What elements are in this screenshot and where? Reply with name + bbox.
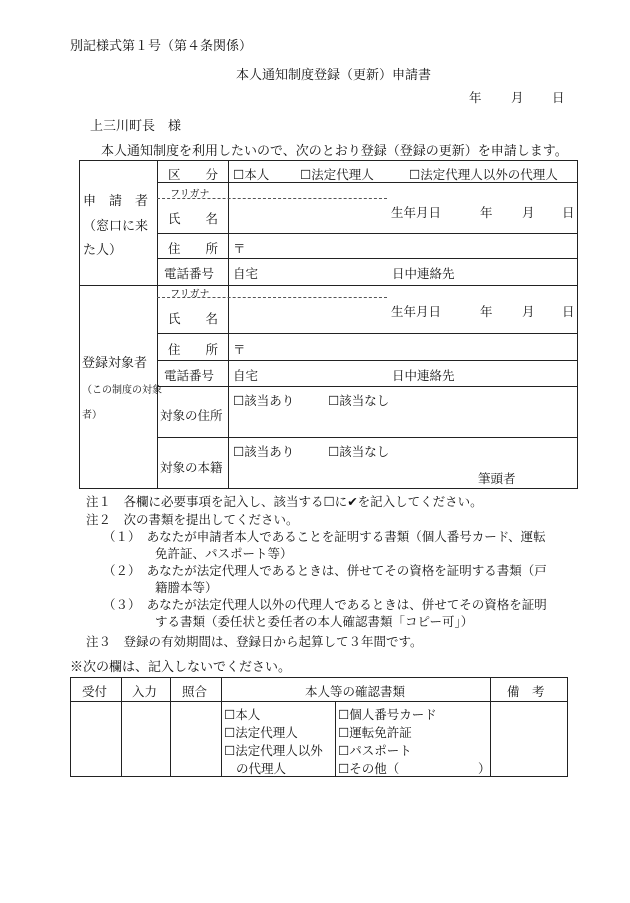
applicant-furigana-label: フリガナ xyxy=(170,189,210,200)
office-doc-other-close: ） xyxy=(478,761,491,776)
target-daytime-phone[interactable]: 日中連絡先 xyxy=(392,368,455,383)
note-1: 注１ 各欄に必要事項を記入し、該当する☐に✔を記入してください。 xyxy=(86,494,483,509)
target-name-field[interactable] xyxy=(234,300,384,330)
applicant-name-label: 氏 名 xyxy=(168,211,219,226)
note-2-item-1a: （１） あなたが申請者本人であることを証明する書類（個人番号カード、運転 xyxy=(103,529,546,544)
note-3: 注３ 登録の有効期間は、登録日から起算して３年間です。 xyxy=(86,634,423,649)
applicant-dob-month[interactable]: 月 xyxy=(522,205,535,220)
kubun-self-checkbox[interactable]: ☐本人 xyxy=(233,167,270,182)
col-uketsuke: 受付 xyxy=(82,684,108,699)
applicant-postal-field[interactable]: 〒 xyxy=(233,241,246,256)
applicant-dob-year[interactable]: 年 xyxy=(480,205,493,220)
target-postal-field[interactable]: 〒 xyxy=(233,342,246,357)
target-dob-month[interactable]: 月 xyxy=(522,304,535,319)
target-residence-no-checkbox[interactable]: ☐該当なし xyxy=(328,393,390,408)
office-use-caption: ※次の欄は、記入しないでください。 xyxy=(70,660,292,675)
col-shogo: 照合 xyxy=(182,684,208,699)
applicant-phone-label: 電話番号 xyxy=(164,266,215,281)
applicant-address-label: 住 所 xyxy=(168,241,219,256)
target-section-label-3: 者） xyxy=(82,410,102,421)
col-nyuryoku: 入力 xyxy=(132,684,158,699)
office-doc-other[interactable]: ☐その他（ xyxy=(338,761,400,776)
date-year[interactable]: 年 xyxy=(469,90,482,105)
target-honseki-yes-checkbox[interactable]: ☐該当あり xyxy=(233,444,295,459)
target-section-label-2: （この制度の対象 xyxy=(82,385,162,396)
target-section-label-1: 登録対象者 xyxy=(82,356,148,371)
target-honseki-label: 対象の本籍 xyxy=(160,460,223,475)
applicant-daytime-phone[interactable]: 日中連絡先 xyxy=(392,266,455,281)
note-2: 注２ 次の書類を提出してください。 xyxy=(86,512,299,527)
note-2-item-3b: する書類（委任状と委任者の本人確認書類「コピー可」） xyxy=(155,614,474,629)
target-dob-year[interactable]: 年 xyxy=(480,304,493,319)
office-doc-license[interactable]: ☐運転免許証 xyxy=(338,725,412,740)
office-doc-mynumber[interactable]: ☐個人番号カード xyxy=(338,707,437,722)
target-phone-label: 電話番号 xyxy=(164,368,215,383)
office-who-other-1[interactable]: ☐法定代理人以外 xyxy=(224,743,323,758)
office-who-other-2: の代理人 xyxy=(236,761,287,776)
addressee: 上三川町長 様 xyxy=(90,119,182,134)
applicant-dob-label: 生年月日 xyxy=(391,205,442,220)
date-month[interactable]: 月 xyxy=(511,90,524,105)
kubun-label: 区 分 xyxy=(168,167,219,182)
hittousha-label: 筆頭者 xyxy=(478,471,516,486)
office-doc-passport[interactable]: ☐パスポート xyxy=(338,743,412,758)
applicant-section-label-2: （窓口に来 xyxy=(83,219,149,234)
applicant-dob-day[interactable]: 日 xyxy=(562,205,575,220)
target-dob-label: 生年月日 xyxy=(391,304,442,319)
intro-text: 本人通知制度を利用したいので、次のとおり登録（登録の更新）を申請します。 xyxy=(101,144,568,159)
note-2-item-2a: （２） あなたが法定代理人であるときは、併せてその資格を証明する書類（戸 xyxy=(103,563,547,578)
target-address-label: 住 所 xyxy=(168,342,219,357)
target-home-phone[interactable]: 自宅 xyxy=(233,368,259,383)
applicant-name-field[interactable] xyxy=(234,200,384,230)
col-biko: 備 考 xyxy=(507,684,545,699)
target-dob-day[interactable]: 日 xyxy=(562,304,575,319)
date-day[interactable]: 日 xyxy=(552,90,565,105)
note-2-item-2b: 籍謄本等） xyxy=(155,580,218,595)
applicant-section-label-1: 申 請 者 xyxy=(83,194,149,209)
note-2-item-3a: （３） あなたが法定代理人以外の代理人であるときは、併せてその資格を証明 xyxy=(103,597,547,612)
form-number: 別記様式第１号（第４条関係） xyxy=(70,39,253,54)
target-residence-label: 対象の住所 xyxy=(160,408,223,423)
target-residence-yes-checkbox[interactable]: ☐該当あり xyxy=(233,393,295,408)
note-2-item-1b: 免許証、パスポート等） xyxy=(155,546,293,561)
kubun-legal-checkbox[interactable]: ☐法定代理人 xyxy=(300,167,374,182)
target-honseki-no-checkbox[interactable]: ☐該当なし xyxy=(328,444,390,459)
applicant-section-label-3: た人） xyxy=(83,243,123,258)
target-name-label: 氏 名 xyxy=(168,311,219,326)
form-title: 本人通知制度登録（更新）申請書 xyxy=(236,68,432,83)
col-confirm-docs: 本人等の確認書類 xyxy=(305,684,406,699)
kubun-other-checkbox[interactable]: ☐法定代理人以外の代理人 xyxy=(409,167,558,182)
applicant-home-phone[interactable]: 自宅 xyxy=(233,266,259,281)
target-furigana-label: フリガナ xyxy=(170,289,210,300)
office-who-legal[interactable]: ☐法定代理人 xyxy=(224,725,298,740)
office-who-self[interactable]: ☐本人 xyxy=(224,707,261,722)
